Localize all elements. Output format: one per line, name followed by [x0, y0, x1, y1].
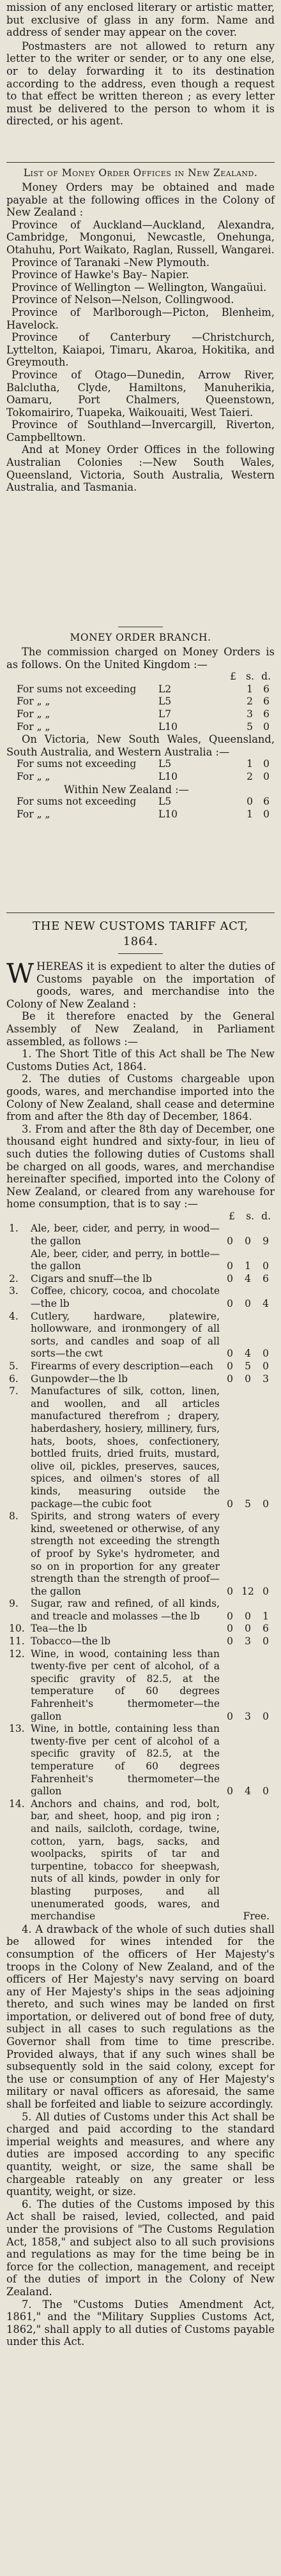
- schedule-item-free: Free.: [243, 1910, 270, 1923]
- duty-shillings: 12: [241, 1585, 254, 1597]
- aus-rates-intro: On Victoria, New South Wales, Queensland, South Australia, and Western Australia :—: [6, 733, 275, 758]
- act-section-3: 3. From and after the 8th day of December, one thousand eight hundred and sixty-four, in lieu of such duties the following duties of Customs shall be charged on all goods, wares, and merchandise hereinafter specified, imported into the Colony of New Zealand, or cleared from any warehouse for home consumption, that is to say :—: [6, 1122, 275, 1210]
- rate-amount: L10: [158, 808, 178, 820]
- rate-label: For sums not exceeding: [17, 796, 137, 808]
- duty-pence: 0: [262, 1348, 269, 1360]
- schedule-item-duty: [221, 1586, 275, 1598]
- rate-shillings: 2: [247, 770, 253, 782]
- rate-amount: L10: [158, 770, 178, 782]
- duty-pence: 3: [262, 1373, 269, 1385]
- rate-row: [6, 708, 275, 721]
- rate-shillings: 3: [247, 708, 253, 720]
- schedule-item-text: Anchors and chains, and rod, bolt, bar, and sheet, hoop, and pig iron ; and nails, sailcloth, cordage, twine, cotton, yarn, bags, sacks, and woolpacks, spirits of tar and turpentine, tobacco for sheepwash, nuts of all kinds, powder in only for blasting purposes, and all unenumerated goods, wares, and merchandise: [31, 1798, 220, 1923]
- duty-pence: 4: [262, 1298, 269, 1310]
- duty-pounds: 0: [227, 1260, 233, 1272]
- rate-amount: L7: [158, 708, 172, 720]
- rate-shillings: 1: [247, 758, 253, 770]
- schedule-item-text: Gunpowder—the lb: [31, 1373, 128, 1385]
- schedule-item-duty: [221, 1623, 275, 1635]
- rate-label: For „ „: [17, 720, 50, 733]
- sched-col-shillings: s.: [246, 1210, 254, 1222]
- rate-pence: 0: [263, 758, 270, 770]
- australian-offices: And at Money Order Offices in the following Australian Colonies :—New South Wales, Queensland, Victoria, South Australia, Western Australia, and Tasmania.: [6, 443, 275, 494]
- duty-shillings: 1: [245, 1260, 251, 1272]
- schedule-item-duty: [221, 1360, 275, 1373]
- rate-pence: 6: [263, 708, 270, 720]
- province-auckland: Province of Auckland—Auckland, Alexandra, Cambridge, Mongonui, Newcastle, Onehunga, Otahuhu, Port Waikato, Raglan, Russell, Wangarei.: [6, 218, 275, 256]
- rate-row: [6, 683, 275, 696]
- act-year: 1864.: [123, 935, 158, 948]
- rate-row: [6, 721, 275, 734]
- duty-pence: 6: [262, 1272, 269, 1284]
- newspaper-column: [6, 0, 275, 2576]
- province-southland: Province of Southland—Invercargill, Riverton, Campbelltown.: [6, 419, 275, 443]
- schedule-item-text: Ale, beer, cider, and perry, in bottle—the gallon: [31, 1247, 220, 1272]
- schedule-item-text: Cutlery, hardware, platewire, hollowware, and ironmongery of all sorts, and candles and soap of all sorts—the cwt: [31, 1310, 220, 1360]
- rate-col-headers: [6, 671, 275, 683]
- rate-shillings: 5: [247, 720, 253, 733]
- duty-pounds: 0: [227, 1235, 233, 1247]
- duty-pence: 0: [262, 1710, 269, 1722]
- schedule-item-number: 3.: [9, 1285, 19, 1297]
- schedule-item-number: 8.: [9, 1510, 19, 1523]
- duty-pounds: 0: [227, 1348, 233, 1360]
- duty-pence: 0: [262, 1260, 269, 1272]
- duty-shillings: 5: [245, 1498, 251, 1510]
- section-divider-2: [6, 912, 275, 913]
- schedule-item: [6, 1510, 275, 1598]
- money-offices-heading: List of Money Order Offices in New Zealand.: [23, 167, 258, 179]
- schedule-item-number: 13.: [9, 1723, 25, 1735]
- province-wellington: Province of Wellington — Wellington, Wangaüui.: [11, 281, 267, 294]
- duty-shillings: 0: [245, 1623, 251, 1635]
- rate-amount: L10: [158, 720, 178, 733]
- rate-label: For sums not exceeding: [17, 683, 137, 695]
- schedule-item-text: Firearms of every description—each: [31, 1360, 213, 1372]
- title-divider: [118, 953, 163, 954]
- duty-pounds: 0: [227, 1785, 233, 1798]
- customs-act-section: [6, 919, 275, 2348]
- duty-pounds: 0: [227, 1710, 233, 1722]
- schedule-item-number: 6.: [9, 1373, 19, 1385]
- schedule-item-duty: [221, 1611, 275, 1623]
- rate-shillings: 2: [247, 696, 253, 708]
- rate-row: [6, 796, 275, 808]
- schedule-item-number: 10.: [9, 1623, 25, 1635]
- money-offices-intro: Money Orders may be obtained and made payable at the following offices in the Colony of New Zealand :: [6, 181, 275, 219]
- duty-pounds: 0: [227, 1610, 233, 1622]
- act-section-5: 5. All duties of Customs under this Act shall be charged and paid according to the standard imperial weights and measures, and where any duties are imposed according to any specific quantity, weight, or size, the same shall be chargeable rateably on any greater or less quantity, weight, or size.: [6, 2110, 275, 2198]
- rate-label: For „ „: [17, 708, 50, 720]
- duty-pounds: 0: [227, 1635, 233, 1648]
- section-divider: [6, 162, 275, 163]
- duty-shillings: 4: [245, 1348, 251, 1360]
- duty-shillings: 0: [245, 1610, 251, 1622]
- schedule-col-headers: [6, 1210, 275, 1223]
- duty-pence: 0: [262, 1635, 269, 1648]
- province-marlborough: Province of Marlborough—Picton, Blenheim, Havelock.: [6, 306, 275, 331]
- province-hawkes-bay: Province of Hawke's Bay– Napier.: [11, 269, 190, 281]
- duty-pounds: 0: [227, 1373, 233, 1385]
- duty-pence: 0: [262, 1498, 269, 1510]
- schedule-item: [6, 1385, 275, 1510]
- schedule-item-number: 1.: [9, 1223, 19, 1235]
- act-section-6: 6. The duties of the Customs imposed by this Act shall be raised, levied, collected, and paid under the provisions of "The Customs Regulation Act, 1858," and subject also to all such provisions and regulations as may for the time being be in force for the collection, management, and receipt of the duties of import in the Colony of New Zealand.: [6, 2198, 275, 2298]
- schedule-item-text: Cigars and snuff—the lb: [31, 1272, 152, 1284]
- rate-shillings: 1: [247, 808, 253, 820]
- duty-shillings: 0: [245, 1235, 251, 1247]
- schedule-item-duty: [221, 1373, 275, 1386]
- rate-row: [6, 758, 275, 771]
- duty-shillings: 0: [245, 1298, 251, 1310]
- duty-shillings: 3: [245, 1710, 251, 1722]
- schedule-item-number: 9.: [9, 1598, 19, 1610]
- rate-pence: 6: [263, 683, 270, 695]
- rate-pence: 6: [263, 696, 270, 708]
- schedule-item-duty: [221, 1260, 275, 1273]
- schedule-item: [6, 1285, 275, 1310]
- rate-pence: 0: [263, 808, 270, 820]
- money-offices-section: [6, 167, 275, 494]
- rate-label: For sums not exceeding: [17, 758, 137, 770]
- uk-rates-table: [6, 683, 275, 733]
- schedule-item: [6, 1598, 275, 1623]
- aus-rates-table: [6, 758, 275, 783]
- province-taranaki: Province of Taranaki –New Plymouth.: [11, 256, 210, 269]
- schedule-item: [6, 1223, 275, 1247]
- schedule-item-duty: [221, 1273, 275, 1286]
- duty-pounds: 0: [227, 1298, 233, 1310]
- schedule-item-text: Ale, beer, cider, and perry, in wood—the gallon: [31, 1223, 220, 1247]
- intro-section: [6, 1, 275, 128]
- schedule-item-number: 2.: [9, 1272, 19, 1284]
- rate-amount: L5: [158, 758, 172, 770]
- duty-shillings: 3: [245, 1635, 251, 1648]
- schedule-item-duty: [221, 1498, 275, 1511]
- rate-shillings: 0: [247, 796, 253, 808]
- act-preamble: WHEREAS it is expedient to alter the duties of Customs payable on the importation of goods, wares, and merchandise into the Colony of New Zealand :: [6, 958, 275, 1010]
- schedule-item: [6, 1723, 275, 1798]
- schedule-item-text: Coffee, chicory, cocoa, and chocolate—the lb: [31, 1285, 220, 1310]
- duty-pounds: 0: [227, 1623, 233, 1635]
- schedule-item-number: 5.: [9, 1360, 19, 1372]
- col-shillings: s.: [246, 671, 254, 683]
- schedule-item: [6, 1248, 275, 1273]
- rate-row: [6, 771, 275, 784]
- schedule-item-duty: [221, 1298, 275, 1311]
- schedule-item-text: Wine, in bottle, containing less than twenty-five per cent of alcohol of a specific gravity of 82.5, at the temperature of 60 degrees Fahrenheit's thermometer—the gallon: [31, 1723, 220, 1798]
- duty-pounds: 0: [227, 1360, 233, 1372]
- schedule-item-text: Tea—the lb: [31, 1623, 87, 1635]
- schedule-item-duty: [221, 1635, 275, 1648]
- rate-shillings: 1: [247, 683, 253, 695]
- province-otago: Province of Otago—Dunedin, Arrow River, Balclutha, Clyde, Hamiltons, Manuherikia, Oamaru, Port Chalmers, Queenstown, Tokomairiro, Tuapeka, Waikouaiti, West Taieri.: [6, 368, 275, 419]
- schedule-item-duty: [221, 1785, 275, 1798]
- duty-pence: 0: [262, 1585, 269, 1597]
- rate-label: For „ „: [17, 808, 50, 820]
- schedule-item-number: 4.: [9, 1310, 19, 1322]
- schedule-item: [6, 1635, 275, 1648]
- schedule-item: [6, 1311, 275, 1360]
- duty-pounds: 0: [227, 1498, 233, 1510]
- rate-label: For „ „: [17, 696, 50, 708]
- act-section-7: 7. The "Customs Duties Amendment Act, 1861," and the "Military Supplies Customs Act, 1862," shall apply to all duties of Customs payable under this Act.: [6, 2298, 275, 2348]
- intro-paragraph-2: Postmasters are not allowed to return any letter to the writer or sender, or to any one else, or to delay forwarding it to its destination according to the address, even though a request to that effect be written thereon ; as every letter must be delivered to the person to whom it is directed, or his agent.: [6, 40, 275, 128]
- schedule-item: [6, 1648, 275, 1724]
- schedule-item-text: Tobacco—the lb: [31, 1635, 111, 1648]
- duty-shillings: 4: [245, 1272, 251, 1284]
- sched-col-pounds: £: [229, 1210, 235, 1222]
- duty-schedule: [6, 1223, 275, 1923]
- money-branch-section: [6, 632, 275, 821]
- act-section-4: 4. A drawback of the whole of such duties shall be allowed for wines intended for the consumption of the officers of Her Majesty's troops in the Colony of New Zealand, and of the officers of Her Majesty's navy serving on board any of Her Majesty's ships in the seas adjoining thereto, and such wines may be landed on first importation, or delivered out of bond free of duty, subject in all cases to such regulations as the Governor shall from time to time prescribe. Provided always, that if any such wines shall be subsequently sold in the said colony, except for the use or consumption of any of Her Majesty's military or naval officers as aforesaid, the same shall be forfeited and liable to seizure accordingly.: [6, 1923, 275, 2111]
- schedule-item-duty: [221, 1235, 275, 1248]
- col-pounds: £: [230, 671, 236, 683]
- rate-row: [6, 808, 275, 821]
- schedule-item: [6, 1360, 275, 1373]
- duty-pence: 9: [262, 1235, 269, 1247]
- duty-shillings: 5: [245, 1360, 251, 1372]
- province-canterbury: Province of Canterbury —Christchurch, Lyttelton, Kaiapoi, Timaru, Akaroa, Hokitika, and Greymouth.: [6, 331, 275, 369]
- schedule-item: [6, 1373, 275, 1386]
- rate-label: For „ „: [17, 770, 50, 782]
- schedule-item: [6, 1798, 275, 1923]
- schedule-item-number: 14.: [9, 1798, 25, 1810]
- schedule-item-duty: [221, 1711, 275, 1724]
- duty-pence: 1: [262, 1610, 269, 1622]
- act-enacting-clause: Be it therefore enacted by the General Assembly of New Zealand, in Parliament assembled, as follows :—: [6, 1010, 275, 1048]
- duty-pence: 6: [262, 1623, 269, 1635]
- act-section-2: 2. The duties of Customs chargeable upon goods, wares, and merchandise imported into the Colony of New Zealand, shall cease and determine from and after the 8th day of December, 1864.: [6, 1073, 275, 1123]
- schedule-item-number: 11.: [9, 1635, 25, 1648]
- duty-pence: 0: [262, 1785, 269, 1798]
- rate-amount: L5: [158, 796, 172, 808]
- duty-pounds: 0: [227, 1585, 233, 1597]
- duty-pounds: 0: [227, 1272, 233, 1284]
- nz-rates-intro: Within New Zealand :—: [64, 783, 189, 796]
- rate-pence: 6: [263, 796, 270, 808]
- schedule-item-text: Manufactures of silk, cotton, linen, and woollen, and all articles manufactured therefrom ; drapery, haberdashery, hosiery, millinery, furs, hats, boots, shoes, confectionery, bottled fruits, dried fruits, mustard, olive oil, pickles, preserves, sauces, spices, and oilmen's stores of all kinds, measuring outside the package—the cubic foot: [31, 1385, 220, 1510]
- rate-amount: L2: [158, 683, 172, 695]
- col-pence: d.: [261, 671, 271, 683]
- schedule-item-number: 7.: [9, 1385, 19, 1397]
- schedule-item-number: 12.: [9, 1648, 25, 1660]
- schedule-item: [6, 1623, 275, 1635]
- money-branch-heading: MONEY ORDER BRANCH.: [70, 632, 211, 643]
- rate-row: [6, 696, 275, 708]
- act-section-1: 1. The Short Title of this Act shall be The New Customs Duties Act, 1864.: [6, 1048, 275, 1073]
- duty-shillings: 4: [245, 1785, 251, 1798]
- money-branch-intro: The commission charged on Money Orders is as follows. On the United Kingdom :—: [6, 646, 275, 671]
- duty-shillings: 0: [245, 1373, 251, 1385]
- schedule-item-text: Wine, in wood, containing less than twenty-five per cent of alcohol, of a specific gravity of 82.5, at the temperature of 60 degrees Fahrenheit's thermometer—the gallon: [31, 1648, 220, 1722]
- schedule-item-text: Spirits, and strong waters of every kind, sweetened or otherwise, of any strength not exceeding the strength of proof by Syke's hydrometer, and so on in proportion for any greater strength than the strength of proof—the gallon: [31, 1510, 220, 1597]
- rate-pence: 0: [263, 770, 270, 782]
- province-nelson: Province of Nelson—Nelson, Collingwood.: [11, 294, 234, 306]
- rate-amount: L5: [158, 696, 172, 708]
- schedule-item-text: Sugar, raw and refined, of all kinds, and treacle and molasses —the lb: [31, 1598, 220, 1622]
- nz-rates-table: [6, 796, 275, 821]
- sched-col-pence: d.: [261, 1210, 271, 1222]
- rate-pence: 0: [263, 720, 270, 733]
- act-title: THE NEW CUSTOMS TARIFF ACT,: [33, 919, 248, 933]
- schedule-item-duty: [221, 1348, 275, 1360]
- intro-paragraph-1: mission of any enclosed literary or artistic matter, but exclusive of glass in any form. Name and address of sender may appear on the cover.: [6, 1, 275, 39]
- drop-cap: W: [6, 958, 34, 989]
- schedule-item: [6, 1273, 275, 1286]
- duty-pence: 0: [262, 1360, 269, 1372]
